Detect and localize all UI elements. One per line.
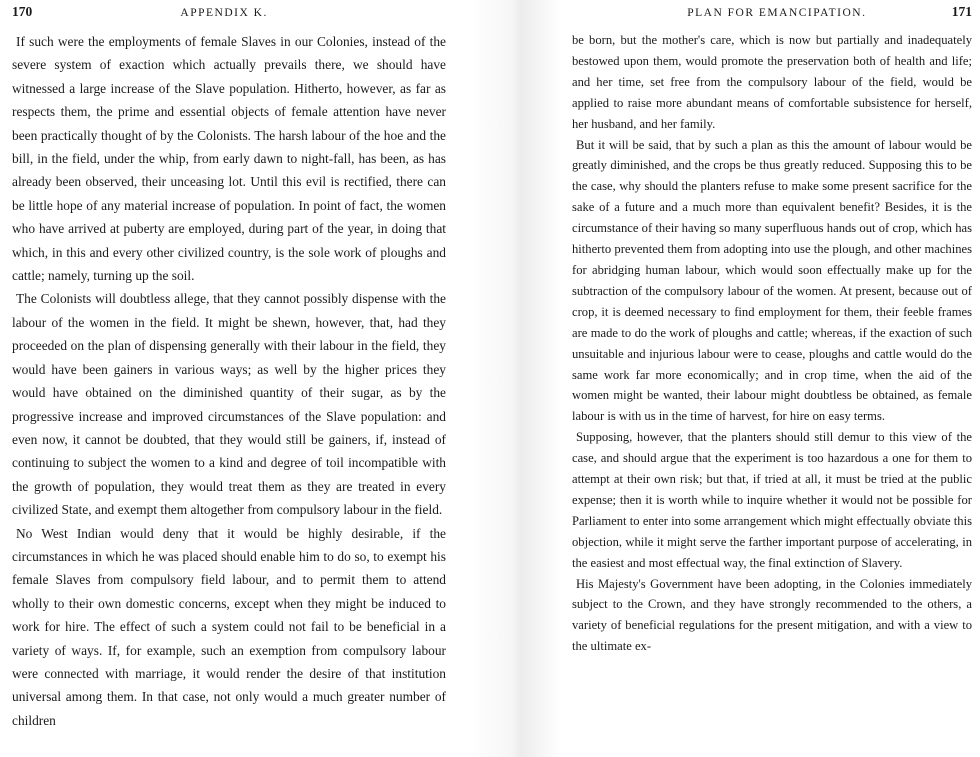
paragraph: His Majesty's Government have been adopting, in the Colonies immediately subject to the Crown, and they have strongly recommended to the others, a variety of beneficial regulations for the present mitigation, and with a view to the ultimate ex- — [572, 576, 972, 654]
paragraph: be born, but the mother's care, which is now but partially and inadequately bestowed upon them, would promote the preservation both of health and life; and her time, set free from the compulsory labour of the field, would be applied to raise more abundant means of comfortable subsistence for herself, her husband, and her family. — [572, 33, 972, 131]
running-head — [12, 4, 446, 30]
book-gutter — [470, 0, 562, 757]
running-head-title: APPENDIX K. — [180, 7, 268, 19]
paragraph: If such were the employments of female Slaves in our Colonies, instead of the severe system of exaction which actually prevails there, we should have witnessed a large increase of the Slave population. Hitherto, however, as far as respects them, the prime and essential objects of female attention have never been practically thought of by the Colonists. The harsh labour of the hoe and the bill, in the field, under the whip, from early dawn to night-fall, has been, as has already been observed, their unceasing lot. Until this evil is rectified, there can be little hope of any material increase of population. In point of fact, the women who have arrived at puberty are employed, during part of the year, in doing that which, in this and every other civilized country, is the sole work of ploughs and cattle; namely, turning up the soil. — [12, 34, 446, 284]
paragraph: Supposing, however, that the planters should still demur to this view of the case, and should argue that the experiment is too hazardous a one for them to attempt at their own risk; but that, if tried at all, it must be tried at the public expense; then it is worth while to inquire whether it would not be possible for Parliament to enter into some arrangement which might effectually obviate this objection, while it might serve the farther important purpose of accelerating, in the easiest and most effectual way, the final extinction of Slavery. — [572, 430, 972, 570]
running-head — [572, 4, 972, 30]
paragraph: But it will be said, that by such a plan as this the amount of labour would be greatly diminished, and the crops be thus greatly reduced. Supposing this to be the case, why should the planters refuse to make some present sacrifice for the sake of a future and a much more than equivalent benefit? Besides, it is the circumstance of their having so many superfluous hands out of crop, which has hitherto prevented them from adopting into use the plough, and other machines for abridging human labour, which would soon effectually make up for the subtraction of the compulsory labour of the women. At present, because out of crop, it is deemed necessary to find employment for them, their feeble frames are made to do the work of ploughs and cattle; whereas, if the exaction of such unsuitable and injurious labour were to cease, ploughs and cattle would do the same work far more economically; and in crop time, when the aid of the women might be wanted, their labour might doubtless be obtained, as female labour is with us in the time of harvest, for hire on easy terms. — [572, 137, 972, 424]
page-body — [572, 30, 972, 657]
page-number: 171 — [951, 4, 972, 19]
running-head-title: PLAN FOR EMANCIPATION. — [687, 7, 867, 19]
right-page — [562, 0, 980, 757]
page-number: 170 — [12, 4, 33, 19]
paragraph: The Colonists will doubtless allege, that they cannot possibly dispense with the labour of the women in the field. It might be shewn, however, that, had they proceeded on the plan of dispensing generally with their labour in the field, they would have been gainers in various ways; as well by the higher prices they would have obtained on the diminished quantity of their sugar, as by the progressive increase and improved circumstances of the Slave population: and even now, it cannot be doubted, that they would still be gainers, if, instead of continuing to subject the women to a kind and degree of toil incompatible with the growth of population, they would treat them as they are treated in every civilized State, and exempt them altogether from compulsory labour in the field. — [12, 291, 446, 518]
left-page — [0, 0, 470, 757]
paragraph: No West Indian would deny that it would be highly desirable, if the circumstances in which he was placed should enable him to do so, to exempt his female Slaves from compulsory field labour, and to permit them to attend wholly to their own domestic concerns, except when they might be induced to work for hire. The effect of such a system could not fail to be beneficial in a variety of ways. If, for example, such an exemption from compulsory labour were connected with marriage, it would render the desire of that institution universal among them. In that case, not only would a much greater number of children — [12, 525, 446, 728]
page-body — [12, 30, 446, 732]
